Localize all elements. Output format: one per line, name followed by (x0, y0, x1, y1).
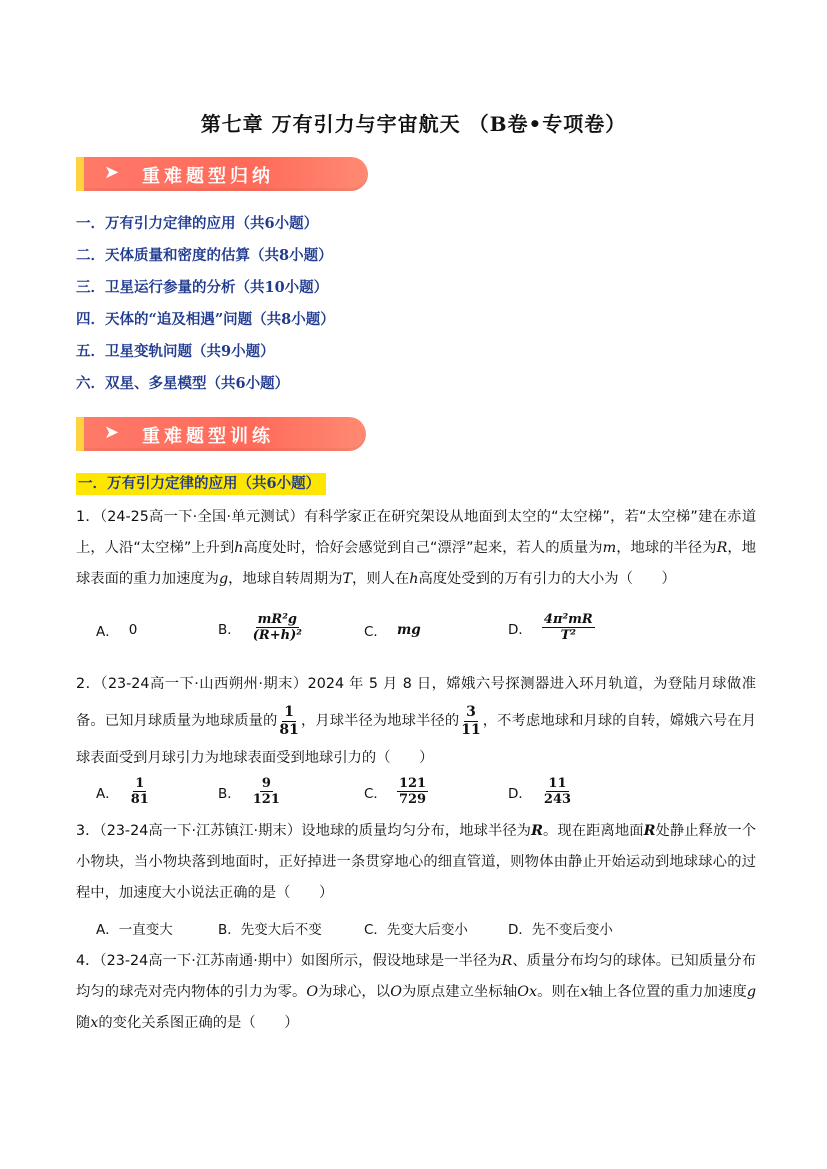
fraction: $\frac{1}{81}$ (130, 776, 149, 807)
toc-item-1[interactable]: 一．万有引力定律的应用（共6小题） (76, 215, 319, 232)
fraction: $\frac{3}{11}$ (461, 703, 481, 738)
option-c[interactable]: C．先变大后变小 (364, 922, 468, 938)
summary-banner-title: 重难题型归纳 (142, 166, 274, 187)
chevron-right-icon: ➤ (104, 162, 120, 183)
option-b[interactable]: B． $\frac{\text{mR²g}}{\text{(R+h)²}}$ (218, 612, 302, 643)
chevron-right-icon: ➤ (104, 422, 120, 443)
question-1: 1．（24-25高一下·全国·单元测试）有科学家正在研究架设从地面到太空的“太空梯”，若“太空梯”建在赤道上，人沿“太空梯”上升到h高度处时，恰好会感觉到自己“漂浮”起来，若人的质量为m，地球的半径为R，地球表面的重力加速度为g，地球自转周期为T，则人在h高度处受到的万有引力的大小为（ ） (76, 509, 757, 587)
option-a[interactable]: A． $\frac{1}{81}$ (96, 776, 149, 807)
option-a[interactable]: A．一直变大 (96, 922, 173, 938)
toc-item-5[interactable]: 五．卫星变轨问题（共9小题） (76, 343, 275, 360)
training-banner-title: 重难题型训练 (142, 426, 274, 447)
question-3: 3．（23-24高一下·江苏镇江·期末）设地球的质量均匀分布，地球半径为R。现在距离地面R处静止释放一个小物块，当小物块落到地面时，正好掉进一条贯穿地心的细直管道，则物体由静止开始运动到地球球心的过程中，加速度大小说法正确的是（ ） (76, 823, 757, 901)
option-a[interactable]: A． 0 (96, 622, 138, 640)
section-heading-1: 一．万有引力定律的应用（共6小题） (76, 473, 326, 495)
question-4: 4．（23-24高一下·江苏南通·期中）如图所示，假设地球是一半径为R、质量分布均匀的球体。已知质量分布均匀的球壳对壳内物体的引力为零。O为球心，以O为原点建立坐标轴Ox。则在x轴上各位置的重力加速度g随x的变化关系图正确的是（ ） (76, 953, 757, 1031)
option-d[interactable]: D． $\frac{11}{243}$ (508, 776, 572, 807)
fraction: $\frac{\text{mR²g}}{\text{(R+h)²}}$ (252, 612, 302, 643)
fraction: $\frac{\text{4π²mR}}{\text{T²}}$ (543, 612, 593, 643)
toc-item-4[interactable]: 四．天体的“追及相遇”问题（共8小题） (76, 311, 335, 328)
option-b[interactable]: B． $\frac{9}{121}$ (218, 776, 280, 807)
fraction: $\frac{11}{243}$ (543, 776, 572, 807)
summary-banner (76, 157, 368, 191)
option-c[interactable]: C． mg (364, 622, 421, 640)
toc-item-2[interactable]: 二．天体质量和密度的估算（共8小题） (76, 247, 333, 264)
question-2: 2．（23-24高一下·山西朔州·期末）2024 年 5 月 8 日，嫦娥六号探测器进入环月轨道，为登陆月球做准备。已知月球质量为地球质量的 $\frac{1}{81}$ ，月球半径为地球半径的 $\frac{3}{11}$ ，不考虑地球和月球的自转，嫦娥六号在月球表面受到月球引力为地球表面受到地球引力的（ ） (76, 676, 757, 766)
training-banner (76, 417, 366, 451)
option-c[interactable]: C． $\frac{121}{729}$ (364, 776, 427, 807)
fraction: $\frac{1}{81}$ (279, 703, 299, 738)
toc-item-3[interactable]: 三．卫星运行参量的分析（共10小题） (76, 279, 329, 296)
toc-item-6[interactable]: 六．双星、多星模型（共6小题） (76, 375, 290, 392)
fraction: $\frac{121}{729}$ (398, 776, 427, 807)
option-d[interactable]: D． $\frac{\text{4π²mR}}{\text{T²}}$ (508, 612, 593, 643)
page-title: 第七章 万有引力与宇宙航天 （B卷•专项卷） (200, 112, 627, 136)
option-d[interactable]: D．先不变后变小 (508, 922, 613, 938)
fraction: $\frac{9}{121}$ (252, 776, 280, 807)
option-b[interactable]: B．先变大后不变 (218, 922, 322, 938)
table-of-contents (76, 212, 335, 404)
